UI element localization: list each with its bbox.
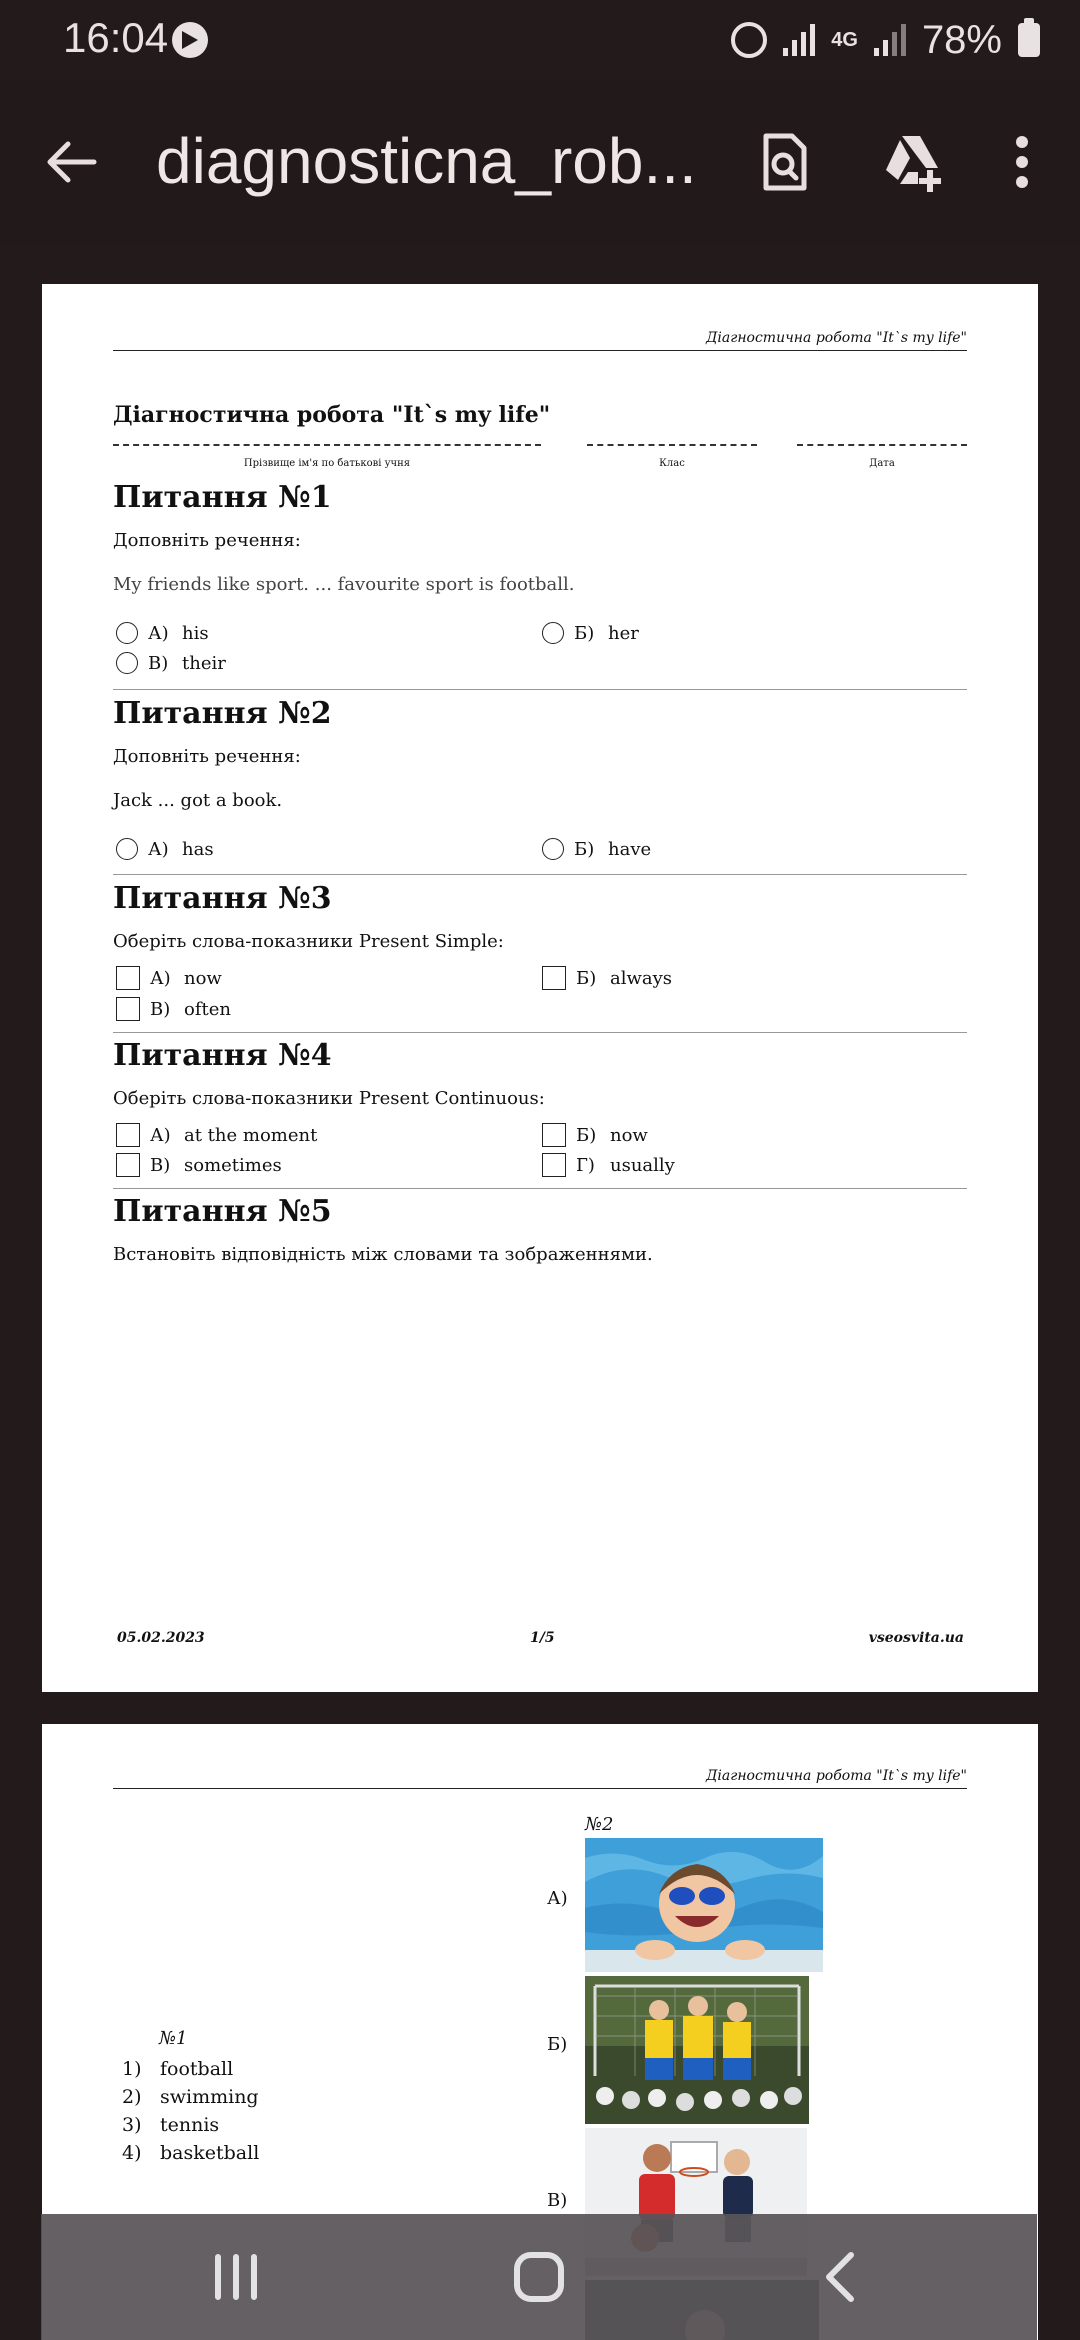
home-icon bbox=[513, 2251, 565, 2303]
option-text: often bbox=[184, 998, 231, 1020]
drive-add-icon bbox=[880, 130, 944, 194]
radio-icon[interactable] bbox=[116, 838, 138, 860]
question-3-prompt: Оберіть слова-показники Present Simple: bbox=[113, 931, 504, 952]
checkbox-icon[interactable] bbox=[116, 997, 140, 1021]
recent-apps-button[interactable] bbox=[156, 2214, 316, 2340]
home-button[interactable] bbox=[459, 2214, 619, 2340]
class-field-label: Клас bbox=[659, 458, 685, 469]
option-text: her bbox=[608, 622, 639, 644]
q3-option-b[interactable] bbox=[542, 966, 672, 990]
question-5-title: Питання №5 bbox=[113, 1194, 332, 1229]
option-text: always bbox=[610, 967, 673, 989]
option-text: have bbox=[608, 838, 652, 860]
question-5-prompt: Встановіть відповідність між словами та зображеннями. bbox=[113, 1244, 653, 1265]
question-1-title: Питання №1 bbox=[113, 480, 332, 515]
divider bbox=[113, 689, 967, 690]
option-letter: А) bbox=[148, 838, 169, 860]
question-1-sentence: My friends like sport. ... favourite sport is football. bbox=[113, 574, 575, 595]
signal-2-icon bbox=[874, 24, 906, 56]
swimming-boy-image bbox=[585, 1838, 823, 1972]
checkbox-icon[interactable] bbox=[542, 1123, 566, 1147]
option-text: usually bbox=[610, 1154, 675, 1176]
pdf-page-1 bbox=[42, 284, 1038, 1692]
question-3-title: Питання №3 bbox=[113, 881, 332, 916]
option-text: now bbox=[610, 1124, 648, 1146]
add-to-drive-button[interactable] bbox=[880, 130, 944, 194]
status-bar bbox=[0, 0, 1080, 80]
cast-icon bbox=[172, 22, 208, 58]
footer-date: 05.02.2023 bbox=[117, 1630, 205, 1646]
q4-option-c[interactable] bbox=[116, 1153, 282, 1177]
q4-option-d[interactable] bbox=[542, 1153, 675, 1177]
q3-option-c[interactable] bbox=[116, 997, 231, 1021]
images-column-heading: №2 bbox=[585, 1814, 614, 1835]
question-2-title: Питання №2 bbox=[113, 696, 332, 731]
network-type: 4G bbox=[831, 29, 858, 51]
alarm-icon bbox=[731, 22, 767, 58]
student-info-fields bbox=[113, 444, 967, 484]
option-letter: В) bbox=[150, 998, 171, 1020]
page-title: Діагностична робота "It`s my life" bbox=[113, 402, 551, 428]
question-2-sentence: Jack ... got a book. bbox=[113, 790, 283, 811]
option-letter: Б) bbox=[576, 967, 597, 989]
recent-apps-icon bbox=[212, 2253, 260, 2301]
back-button[interactable] bbox=[40, 130, 104, 194]
question-4-prompt: Оберіть слова-показники Present Continuous: bbox=[113, 1088, 545, 1109]
signal-icon bbox=[783, 24, 815, 56]
q4-option-a[interactable] bbox=[116, 1123, 317, 1147]
option-letter: Б) bbox=[576, 1124, 597, 1146]
option-letter: В) bbox=[150, 1154, 171, 1176]
q2-option-a[interactable] bbox=[116, 838, 214, 860]
footer-page-number: 1/5 bbox=[530, 1630, 555, 1646]
words-list bbox=[122, 2058, 259, 2170]
option-letter: А) bbox=[150, 1124, 171, 1146]
image-letter-a: А) bbox=[547, 1888, 568, 1909]
option-text: sometimes bbox=[184, 1154, 282, 1176]
list-item: 4) basketball bbox=[122, 2142, 260, 2164]
navigation-bar bbox=[41, 2214, 1037, 2340]
words-column-heading: №1 bbox=[159, 2028, 188, 2049]
option-letter: В) bbox=[148, 652, 169, 674]
name-field bbox=[113, 444, 541, 469]
option-letter: Б) bbox=[574, 838, 595, 860]
option-text: now bbox=[184, 967, 222, 989]
checkbox-icon[interactable] bbox=[116, 966, 140, 990]
radio-icon[interactable] bbox=[116, 622, 138, 644]
app-bar bbox=[0, 80, 1080, 246]
q1-option-b[interactable] bbox=[542, 622, 639, 644]
status-time: 16:04 bbox=[63, 14, 169, 61]
checkbox-icon[interactable] bbox=[542, 1153, 566, 1177]
list-item: 3) tennis bbox=[122, 2114, 220, 2136]
name-field-label: Прізвище ім'я по батькові учня bbox=[243, 458, 411, 469]
radio-icon[interactable] bbox=[542, 838, 564, 860]
q1-option-c[interactable] bbox=[116, 652, 226, 674]
back-nav-button[interactable] bbox=[761, 2214, 921, 2340]
option-letter: Б) bbox=[574, 622, 595, 644]
q4-option-b[interactable] bbox=[542, 1123, 648, 1147]
option-text: his bbox=[182, 622, 209, 644]
divider bbox=[113, 1032, 967, 1033]
q2-option-b[interactable] bbox=[542, 838, 651, 860]
option-text: at the moment bbox=[184, 1124, 318, 1146]
document-search-icon bbox=[752, 130, 816, 194]
option-letter: А) bbox=[150, 967, 171, 989]
document-title: diagnosticna_rob... bbox=[156, 125, 697, 197]
question-4-title: Питання №4 bbox=[113, 1038, 332, 1073]
question-2-prompt: Доповніть речення: bbox=[113, 746, 301, 767]
radio-icon[interactable] bbox=[542, 622, 564, 644]
arrow-left-icon bbox=[40, 130, 104, 194]
list-item: 1) football bbox=[122, 2058, 234, 2080]
option-letter: А) bbox=[148, 622, 169, 644]
checkbox-icon[interactable] bbox=[116, 1153, 140, 1177]
option-text: has bbox=[182, 838, 214, 860]
image-letter-b: Б) bbox=[547, 2034, 568, 2055]
pdf-viewer[interactable] bbox=[0, 246, 1080, 2340]
q3-option-a[interactable] bbox=[116, 966, 222, 990]
image-letter-c: В) bbox=[547, 2190, 568, 2211]
running-header: Діагностична робота "It`s my life" bbox=[113, 1768, 967, 1789]
date-field-label: Дата bbox=[869, 458, 895, 469]
list-item: 2) swimming bbox=[122, 2086, 259, 2108]
class-field bbox=[587, 444, 757, 469]
more-options-button[interactable] bbox=[990, 130, 1054, 194]
date-field bbox=[797, 444, 967, 469]
find-in-document-button[interactable] bbox=[752, 130, 816, 194]
option-text: their bbox=[182, 652, 226, 674]
option-letter: Г) bbox=[576, 1154, 595, 1176]
question-1-prompt: Доповніть речення: bbox=[113, 530, 301, 551]
battery-icon bbox=[1018, 23, 1040, 57]
checkbox-icon[interactable] bbox=[542, 966, 566, 990]
chevron-left-icon bbox=[821, 2251, 861, 2303]
checkbox-icon[interactable] bbox=[116, 1123, 140, 1147]
battery-level: 78% bbox=[921, 17, 1002, 62]
footer-site: vseosvita.ua bbox=[868, 1630, 964, 1646]
q1-option-a[interactable] bbox=[116, 622, 209, 644]
divider bbox=[113, 1188, 967, 1189]
football-kids-image bbox=[585, 1976, 809, 2124]
divider bbox=[113, 874, 967, 875]
running-header: Діагностична робота "It`s my life" bbox=[113, 330, 967, 351]
radio-icon[interactable] bbox=[116, 652, 138, 674]
more-vert-icon bbox=[990, 130, 1054, 194]
